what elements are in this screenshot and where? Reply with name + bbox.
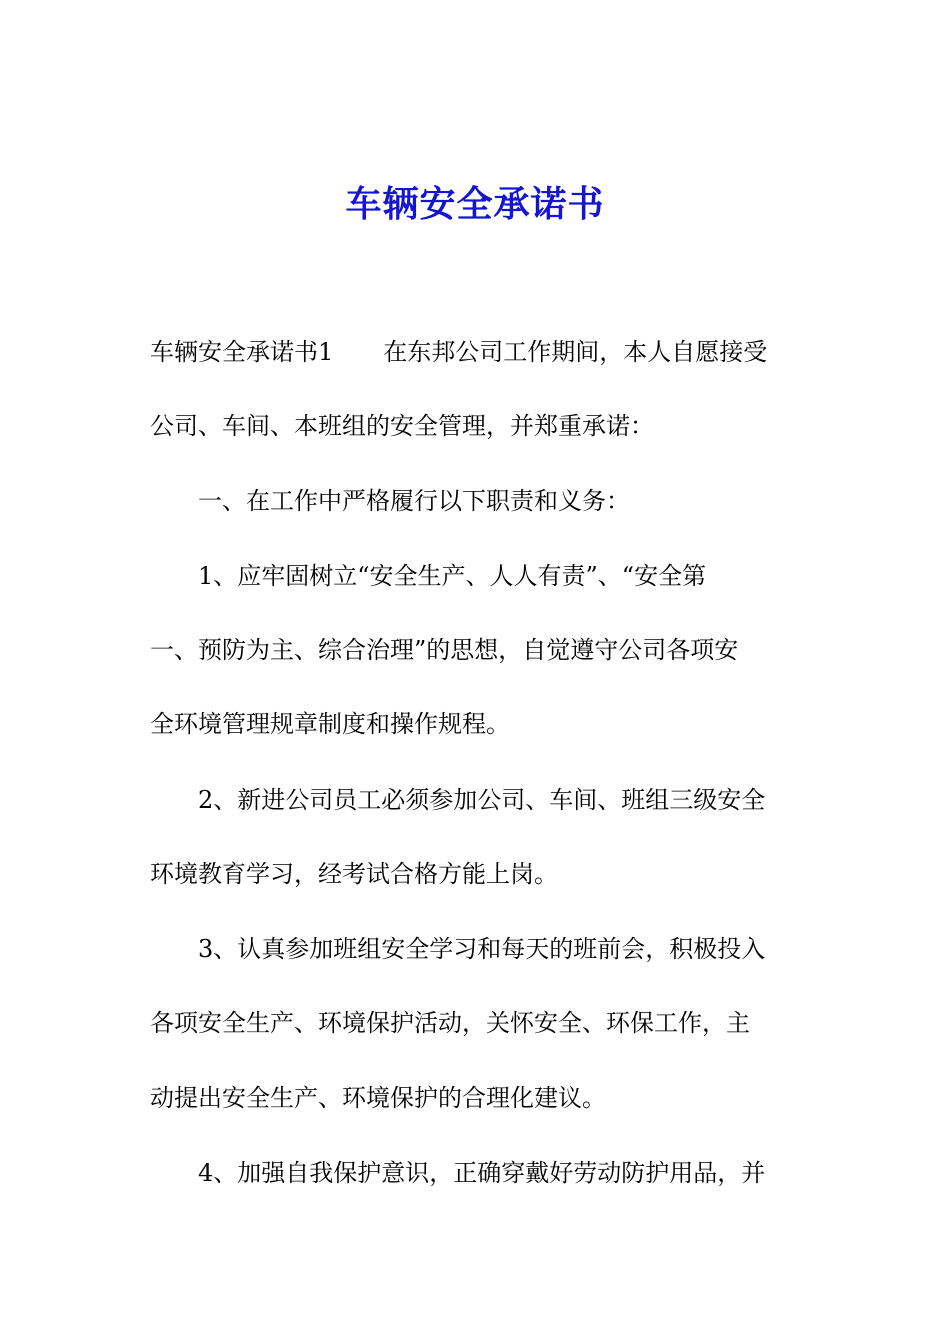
text-line-1 xyxy=(150,332,810,372)
document-title: 车辆安全承诺书 xyxy=(345,184,605,225)
text-line-1-body: 在东邦公司工作期间，本人自愿接受 xyxy=(383,338,768,366)
text-line-6: 全环境管理规章制度和操作规程。 xyxy=(150,710,510,738)
text-line-12: 4、加强自我保护意识，正确穿戴好劳动防护用品，并 xyxy=(198,1159,766,1187)
text-line-5: 一、预防为主、综合治理”的思想，自觉遵守公司各项安 xyxy=(150,636,739,664)
text-line-4: 1、应牢固树立“安全生产、人人有责”、“安全第 xyxy=(198,562,707,590)
text-line-3: 一、在工作中严格履行以下职责和义务： xyxy=(198,487,630,515)
text-line-11: 动提出安全生产、环境保护的合理化建议。 xyxy=(150,1084,606,1112)
text-line-8: 环境教育学习，经考试合格方能上岗。 xyxy=(150,860,558,888)
text-line-2: 公司、车间、本班组的安全管理，并郑重承诺： xyxy=(150,412,654,440)
text-line-7: 2、新进公司员工必须参加公司、车间、班组三级安全 xyxy=(198,786,766,814)
text-line-1-heading: 车辆安全承诺书1 xyxy=(150,338,334,366)
text-line-10: 各项安全生产、环境保护活动，关怀安全、环保工作，主 xyxy=(150,1009,750,1037)
text-line-9: 3、认真参加班组安全学习和每天的班前会，积极投入 xyxy=(198,935,766,963)
